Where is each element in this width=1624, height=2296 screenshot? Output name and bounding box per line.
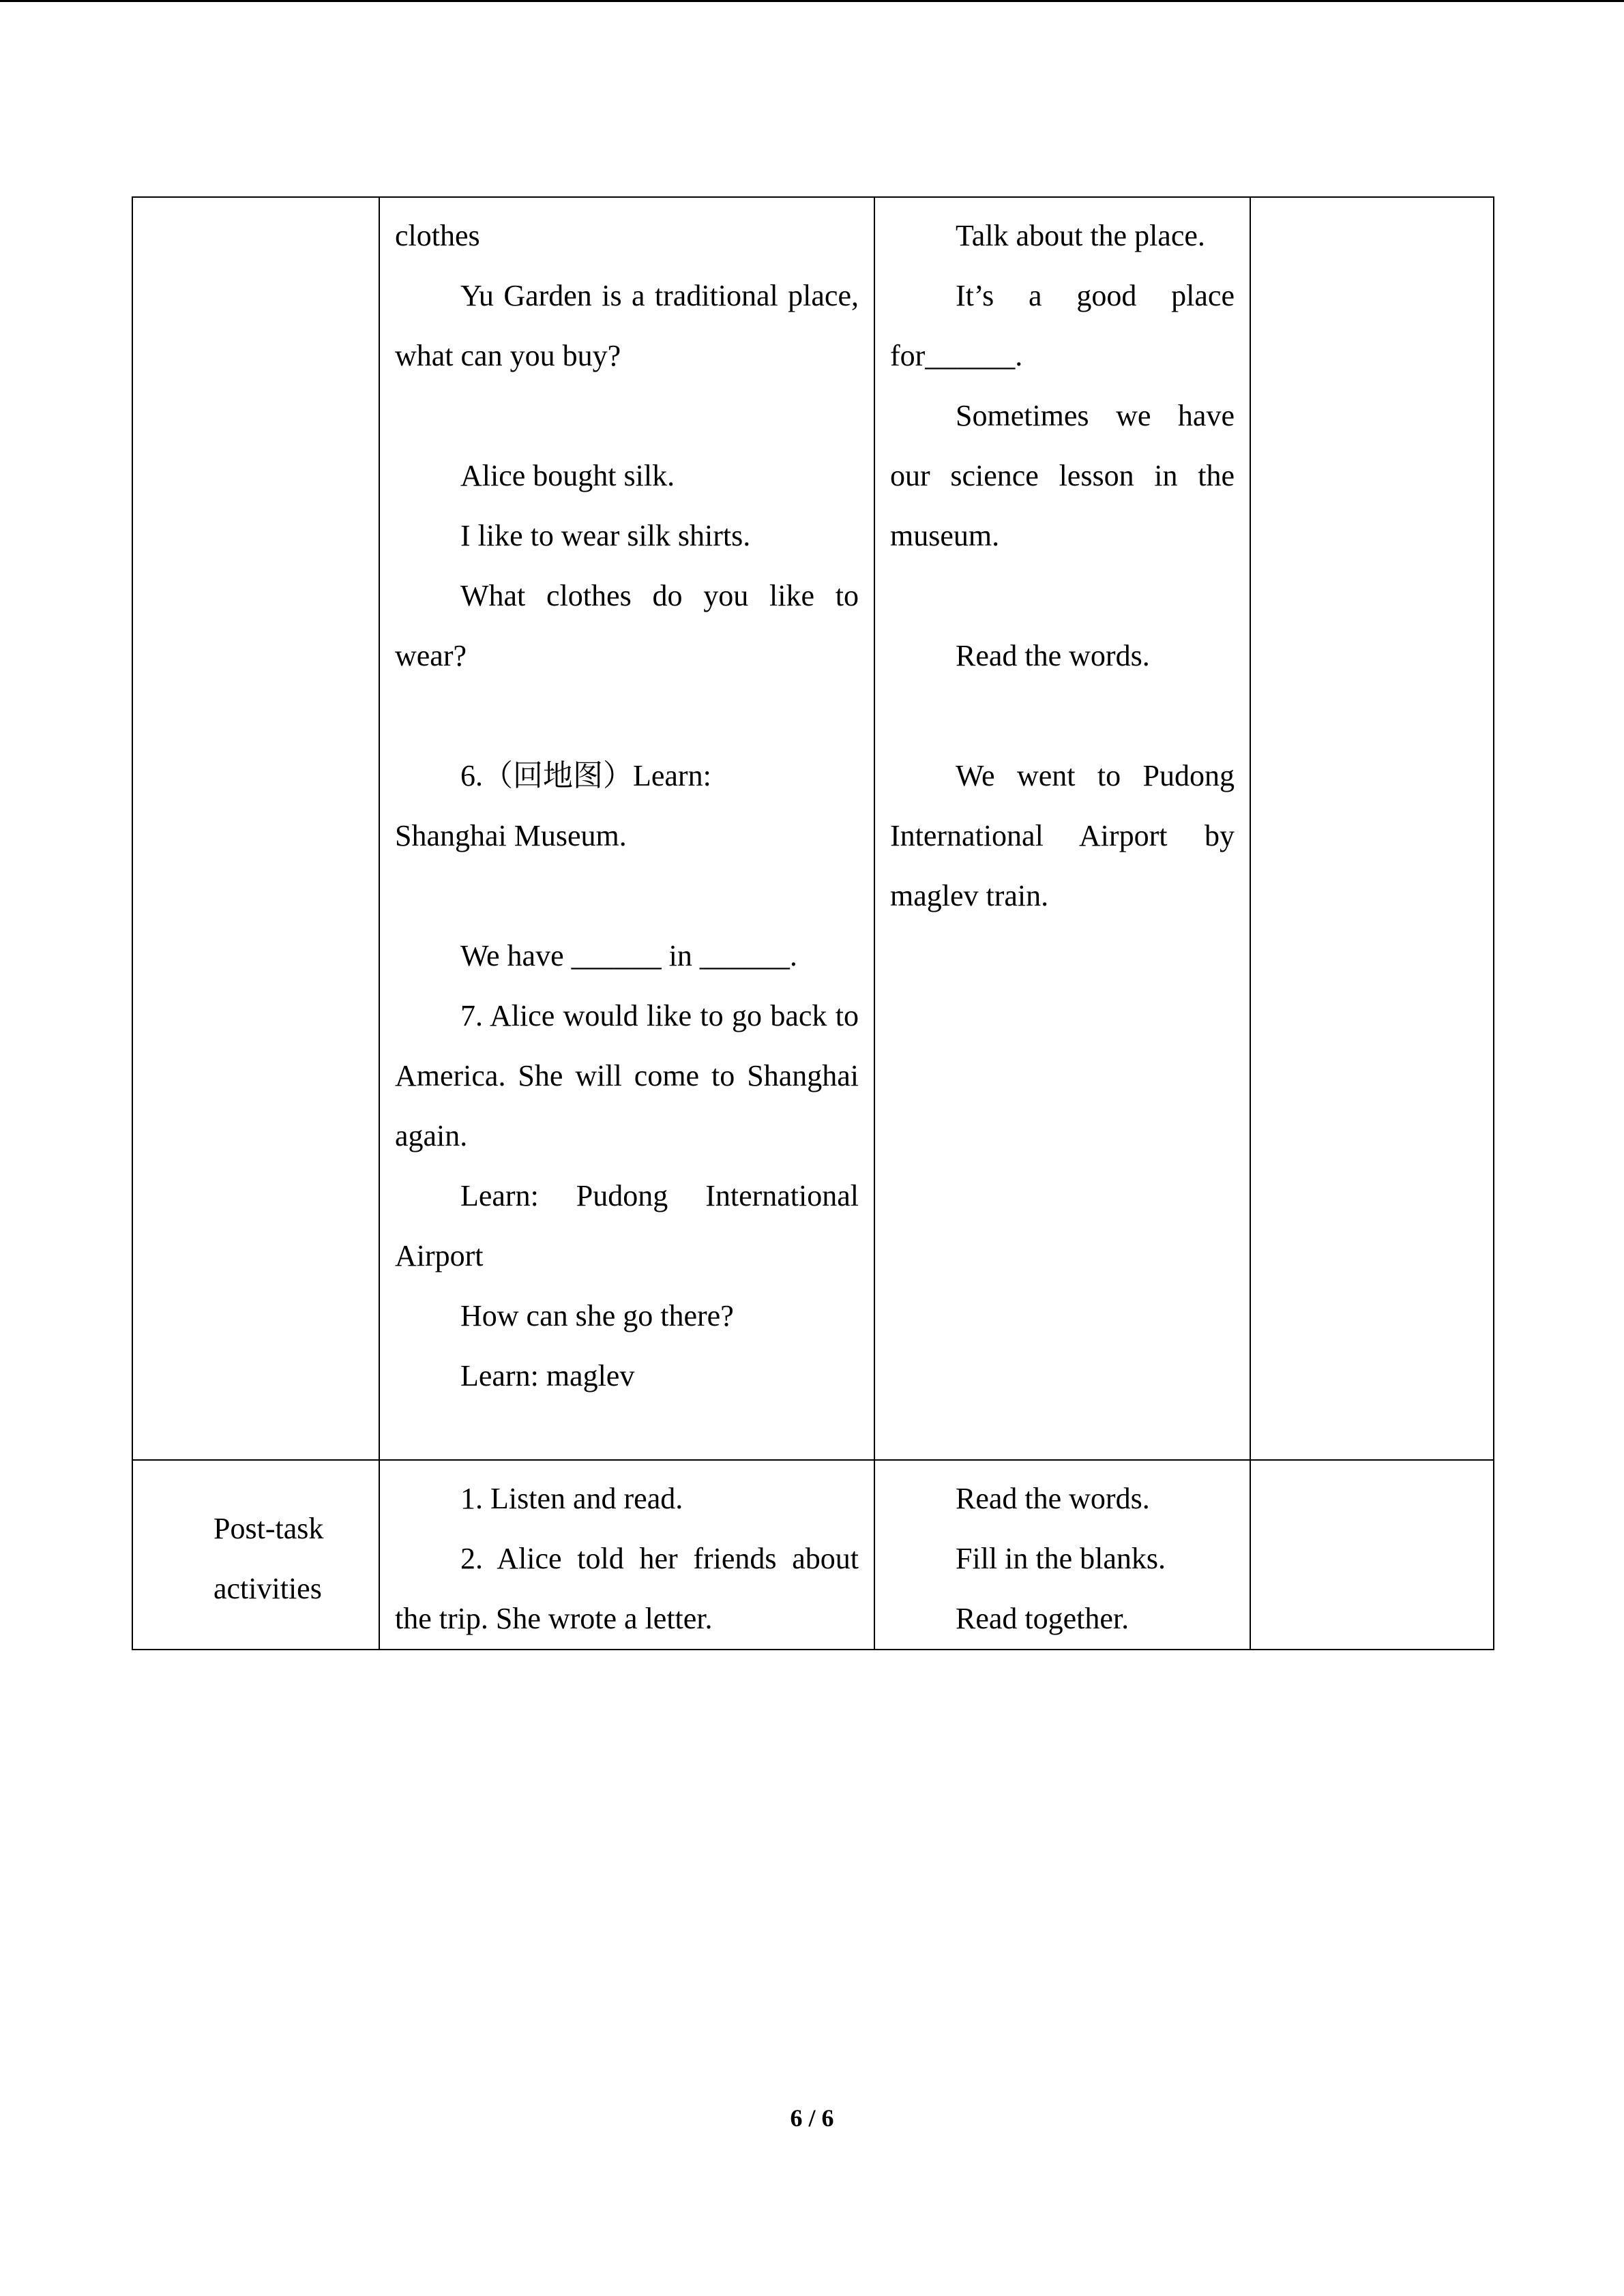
lesson-plan-table [132,196,1494,1650]
teaching-procedure-cell [379,1460,874,1650]
procedure-line: Shanghai Museum. [395,819,627,852]
stage-cell [132,197,379,1460]
activity-line: Sometimes we have our science lesson in the museum. [890,399,1235,552]
student-activity-cell [874,1460,1250,1650]
procedure-line: Alice bought silk. [460,459,675,492]
activity-line: Read the words. [956,639,1150,672]
procedure-line: clothes [395,219,480,252]
procedure-line: Learn: Pudong International Airport [395,1179,859,1272]
activity-line: We went to Pudong International Airport by maglev train. [890,759,1235,912]
activity-line: Read together. [956,1602,1130,1635]
table-row [132,1460,1494,1650]
stage-cell [132,1460,379,1650]
student-activity-cell [874,197,1250,1460]
procedure-line: 7. Alice would like to go back to America. She will come to Shanghai again. [395,999,859,1152]
procedure-line: We have ______ in ______. [460,939,797,972]
top-border-line [0,0,1624,2]
activity-line: Fill in the blanks. [956,1542,1166,1575]
table-row [132,197,1494,1460]
page-number: 6 / 6 [790,2104,834,2132]
procedure-line: 1. Listen and read. [460,1482,683,1515]
activity-line: Read the words. [956,1482,1150,1515]
procedure-line: How can she go there? [460,1299,734,1332]
procedure-line: 6.（回地图）Learn: [460,759,711,792]
procedure-line: Yu Garden is a traditional place, what can you buy? [395,279,859,372]
activity-line: Talk about the place. [956,219,1205,252]
notes-cell [1250,1460,1494,1650]
procedure-line: What clothes do you like to wear? [395,579,859,672]
stage-label-line: activities [213,1572,322,1605]
procedure-line: Learn: maglev [460,1359,635,1392]
activity-line: It’s a good place for______. [890,279,1235,372]
procedure-line: 2. Alice told her friends about the trip. She wrote a letter. [395,1542,859,1635]
procedure-line: I like to wear silk shirts. [460,519,751,552]
notes-cell [1250,197,1494,1460]
teaching-procedure-cell [379,197,874,1460]
stage-label-line: Post-task [213,1512,324,1545]
